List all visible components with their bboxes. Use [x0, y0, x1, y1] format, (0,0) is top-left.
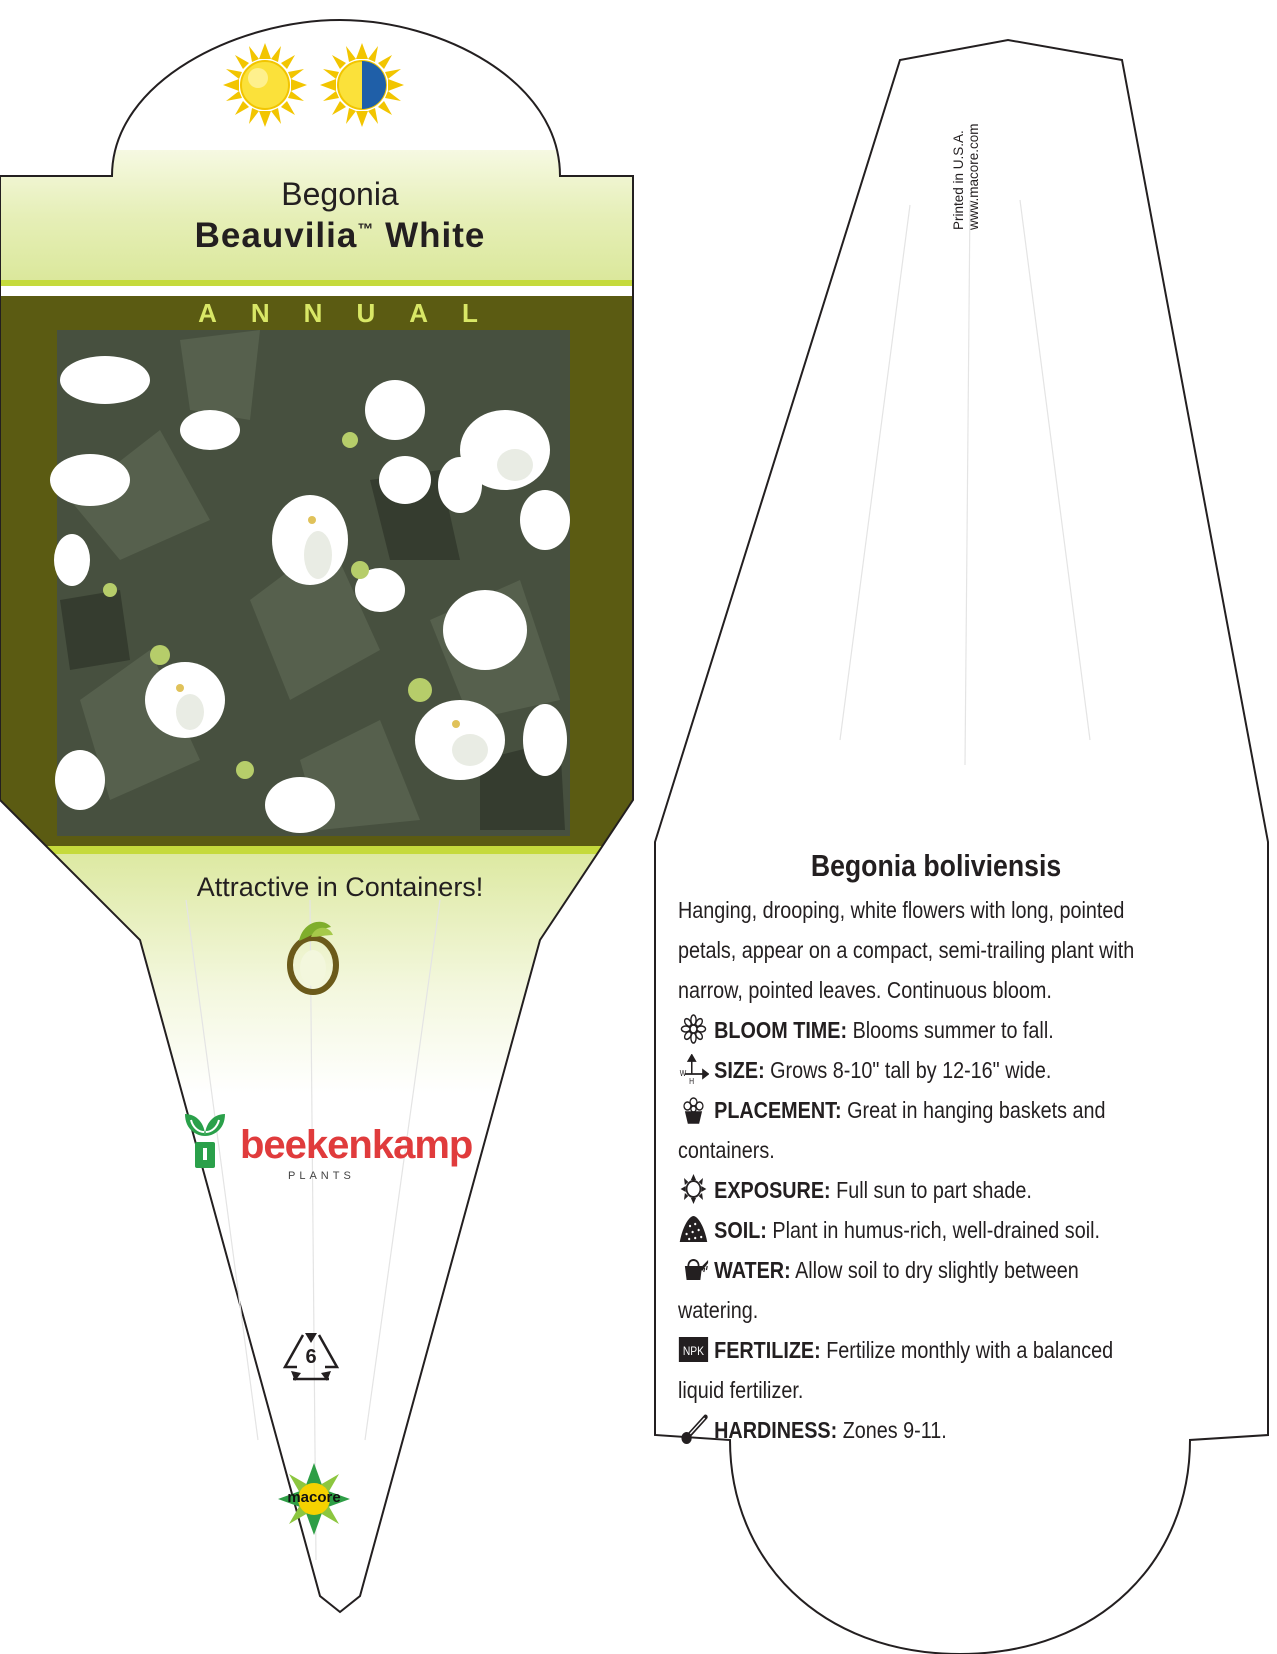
svg-text:H: H	[689, 1076, 695, 1084]
scientific-name: Begonia boliviensis	[810, 848, 1062, 883]
npk-icon	[678, 1334, 709, 1364]
brand-name: beekenkamp	[240, 1123, 473, 1167]
tagline: Attractive in Containers!	[196, 872, 484, 902]
brand-subtitle: PLANTS	[288, 1170, 355, 1182]
part-shade-icon	[320, 43, 404, 127]
attribute-exposure: EXPOSURE: Full sun to part shade.	[678, 1170, 1160, 1210]
thermometer-icon	[678, 1414, 709, 1444]
printed-info	[951, 50, 981, 230]
attribute-soil: SOIL: Plant in humus-rich, well-drained soil.	[678, 1210, 1160, 1250]
description-text: Hanging, drooping, white flowers with long, pointed petals, appear on a compact, semi-trailing plant with narrow, pointed leaves. Continuous bloom.	[678, 897, 1135, 1003]
attribute-water: WATER: Allow soil to dry slightly between watering.	[678, 1250, 1160, 1330]
full-sun-icon	[223, 43, 307, 127]
website: www.macore.com	[966, 123, 981, 230]
size-arrows-icon	[678, 1054, 709, 1084]
plant-description	[678, 846, 1160, 1450]
printer-name: macore	[287, 1489, 341, 1506]
placement-icon	[678, 1094, 709, 1124]
common-name: Begonia	[281, 176, 399, 212]
attribute-bloom-time: BLOOM TIME: Blooms summer to fall.	[678, 1010, 1160, 1050]
svg-text:NPK: NPK	[682, 1345, 705, 1359]
variety-name: Beauvilia™ White	[194, 216, 486, 255]
flower-icon	[678, 1014, 709, 1044]
category-label: ANNUAL	[198, 298, 512, 328]
attribute-hardiness: HARDINESS: Zones 9-11.	[678, 1410, 1160, 1450]
svg-text:W: W	[679, 1068, 687, 1079]
attribute-size: W H SIZE: Grows 8-10" tall by 12-16" wide.	[678, 1050, 1160, 1090]
sun-icon	[678, 1174, 709, 1204]
recycle-code: 6	[305, 1346, 317, 1368]
watering-can-icon	[678, 1254, 709, 1284]
attribute-fertilize: NPK FERTILIZE: Fertilize monthly with a balanced liquid fertilizer.	[678, 1330, 1160, 1410]
soil-icon	[678, 1214, 709, 1244]
plant-photo	[50, 330, 570, 836]
attribute-placement: PLACEMENT: Great in hanging baskets and containers.	[678, 1090, 1160, 1170]
printed-in: Printed in U.S.A.	[951, 130, 966, 230]
